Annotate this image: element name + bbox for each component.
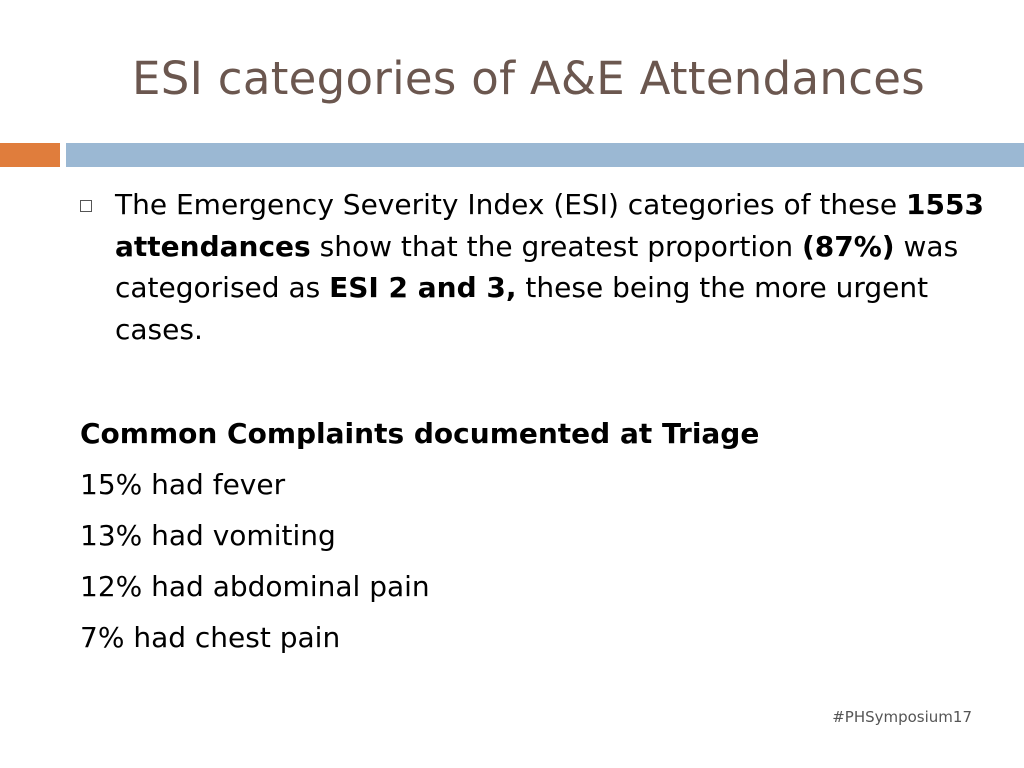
complaints-section: [80, 408, 980, 663]
esi-categories: ESI 2 and 3,: [329, 271, 517, 304]
esi-summary-paragraph: [115, 184, 995, 350]
summary-text-1: The Emergency Severity Index (ESI) categories of these: [115, 188, 907, 221]
complaint-item: 13% had vomiting: [80, 519, 336, 552]
summary-text-4: these being the more urgent cases.: [115, 271, 929, 346]
summary-text-2: show that the greatest proportion: [310, 229, 802, 263]
proportion-value: (87%): [801, 229, 895, 263]
hollow-square-bullet-icon: [80, 200, 92, 212]
slide-title: ESI categories of A&E Attendances: [132, 52, 925, 105]
accent-band-blue: [66, 143, 1024, 167]
complaint-item: 7% had chest pain: [80, 621, 341, 654]
attendances-count: 1553 attendances: [115, 188, 984, 263]
accent-band-orange: [0, 143, 60, 167]
summary-text-3: was categorised as: [115, 229, 959, 304]
complaint-item: 15% had fever: [80, 468, 286, 501]
complaint-item: 12% had abdominal pain: [80, 570, 430, 603]
complaints-heading: Common Complaints documented at Triage: [80, 417, 760, 450]
footer-hashtag: #PHSymposium17: [832, 708, 972, 726]
